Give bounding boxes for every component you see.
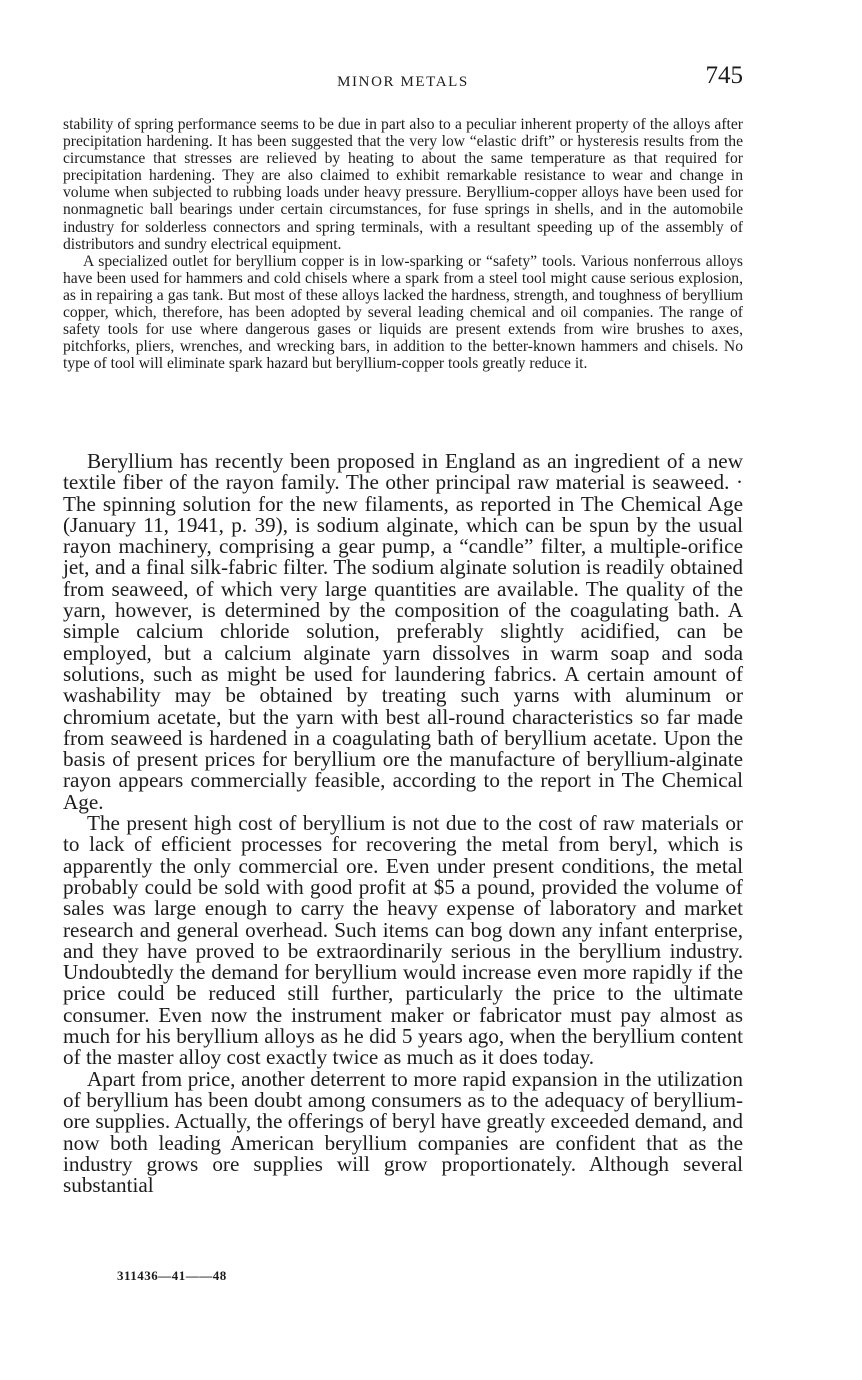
printer-code: 311436—41——48 bbox=[117, 1268, 227, 1283]
paragraph-rayon-fiber: Beryllium has recently been proposed in England as an ingredient of a new textile fiber of the rayon family. The other principal raw material is seaweed. · The spinning solution for the new filaments, as reported in The Chemical Age (January 11, 1941, p. 39), is sodium alginate, which can be spun by the usual rayon machinery, comprising a gear pump, a “candle” filter, a multiple-orifice jet, and a final silk-fabric filter. The sodium alginate solution is readily obtained from seaweed, of which very large quantities are available. The quality of the yarn, however, is determined by the composition of the coagulating bath. A simple calcium chloride solution, preferably slightly acidified, can be employed, but a calcium alginate yarn dissolves in warm soap and soda solutions, such as might be used for laundering fabrics. A certain amount of washability may be obtained by treating such yarns with aluminum or chromium acetate, but the yarn with best all-round characteristics so far made from seaweed is hardened in a coagulating bath of beryllium acetate. Upon the basis of present prices for beryllium ore the manufacture of beryllium-alginate rayon appears commercially feasible, according to the report in The Chemical Age. bbox=[63, 449, 743, 814]
paragraph-spring-performance: stability of spring performance seems to be due in part also to a peculiar inherent property of the alloys after precipitation hardening. It has been suggested that the very low “elastic drift” or hysteresis results from the circumstance that stresses are relieved by heating to about the same temperature as that required for precipitation hardening. They are also claimed to exhibit remarkable resistance to wear and change in volume when subjected to rubbing loads under heavy pressure. Beryllium-copper alloys have been used for nonmagnetic ball bearings under certain circumstances, for fuse springs in shells, and in the automobile industry for solderless connectors and spring terminals, with a resultant speeding up of the assembly of distributors and sundry electrical equipment. bbox=[63, 116, 743, 253]
running-title: MINOR METALS bbox=[337, 74, 469, 90]
body-text-section bbox=[63, 451, 743, 1196]
small-print-section bbox=[63, 116, 743, 372]
paragraph-safety-tools: A specialized outlet for beryllium copper is in low-sparking or “safety” tools. Various nonferrous alloys have been used for hammers and cold chisels where a spark from a steel tool might cause serious explosion, as in repairing a gas tank. But most of these alloys lacked the hardness, strength, and toughness of beryllium copper, which, therefore, has been adopted by several leading chemical and oil companies. The range of safety tools for use where dangerous gases or liquids are present extends from wire brushes to axes, pitchforks, pliers, wrenches, and wrecking bars, in addition to the better-known hammers and chisels. No type of tool will eliminate spark hazard but beryllium-copper tools greatly reduce it. bbox=[63, 252, 743, 373]
paragraph-ore-supply: Apart from price, another deterrent to more rapid expansion in the utilization of beryllium has been doubt among consumers as to the adequacy of beryllium-ore supplies. Actually, the offerings of beryl have greatly exceeded demand, and now both leading American beryllium companies are confident that as the industry grows ore supplies will grow proportionately. Although several substantial bbox=[63, 1066, 743, 1198]
page-number: 745 bbox=[705, 62, 743, 89]
paragraph-beryllium-cost: The present high cost of beryllium is not due to the cost of raw materials or to lack of efficient processes for recovering the metal from beryl, which is apparently the only commercial ore. Even under present conditions, the metal probably could be sold with good profit at $5 a pound, provided the volume of sales was large enough to carry the heavy expense of laboratory and market research and general overhead. Such items can bog down any infant enterprise, and they have proved to be extraordinarily serious in the beryllium industry. Undoubtedly the demand for beryllium would increase even more rapidly if the price could be reduced still further, particularly the price to the ultimate consumer. Even now the instrument maker or fabricator must pay almost as much for his beryllium alloys as he did 5 years ago, when the beryllium content of the master alloy cost exactly twice as much as it does today. bbox=[63, 811, 743, 1070]
running-head bbox=[63, 62, 743, 98]
